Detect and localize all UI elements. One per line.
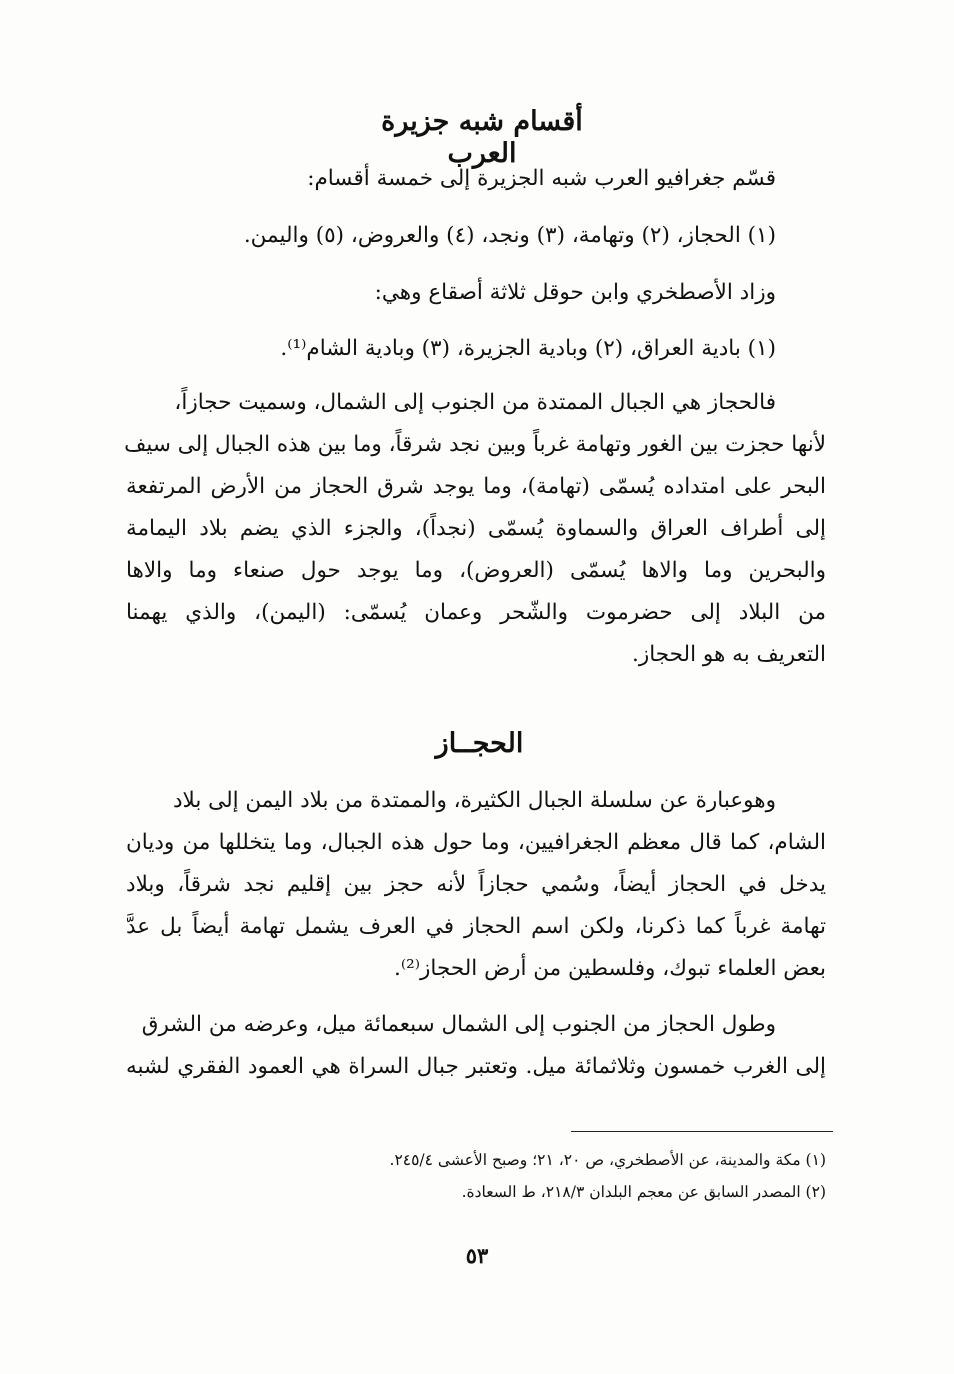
paragraph-line: بعض العلماء تبوك، وفلسطين من أرض الحجاز⁽²⁾. [394,956,826,981]
paragraph-line: التعريف به هو الحجاز. [632,642,826,667]
paragraph-line: تهامة غرباً كما ذكرنا، ولكن اسم الحجاز في العرف يشمل تهامة أيضاً بل عدَّ [126,914,826,939]
intro-line: وزاد الأصطخري وابن حوقل ثلاثة أصقاع وهي: [374,280,776,305]
paragraph-line: والبحرين وما والاها يُسمّى (العروض)، وما يوجد حول صنعاء وما والاها [126,558,826,583]
page-number: ٥٣ [465,1243,489,1268]
intro-line: (١) بادية العراق، (٢) وبادية الجزيرة، (٣) وبادية الشام⁽¹⁾. [280,336,776,361]
intro-line: قسّم جغرافيو العرب شبه الجزيرة إلى خمسة أقسام: [307,166,776,191]
paragraph-line: فالحجاز هي الجبال الممتدة من الجنوب إلى الشمال، وسميت حجازاً، [174,390,776,415]
paragraph-line: وطول الحجاز من الجنوب إلى الشمال سبعمائة ميل، وعرضه من الشرق [141,1012,776,1037]
footnote: (٢) المصدر السابق عن معجم البلدان ٢١٨/٣، ط السعادة. [461,1183,826,1201]
paragraph-line: يدخل في الحجاز أيضاً، وسُمي حجازاً لأنه حجز بين إقليم نجد شرقاً، وبلاد [126,872,826,897]
paragraph-line: البحر على امتداده يُسمّى (تهامة)، وما يوجد شرق الحجاز من الأرض المرتفعة [126,474,826,499]
subsection-heading: الحجــاز [435,728,524,759]
paragraph-line: من البلاد إلى حضرموت والشّحر وعمان يُسمّى: (اليمن)، والذي يهمنا [126,600,826,625]
footnote-separator [571,1131,833,1132]
paragraph-line: إلى أطراف العراق والسماوة يُسمّى (نجداً)، والجزء الذي يضم بلاد اليمامة [126,516,826,541]
paragraph-line: إلى الغرب خمسون وثلاثمائة ميل. وتعتبر جبال السراة هي العمود الفقري لشبه [126,1054,826,1079]
footnote: (١) مكة والمدينة، عن الأصطخري، ص ٢٠، ٢١؛ وصبح الأعشى ٢٤٥/٤. [389,1151,826,1169]
paragraph-line: لأنها حجزت بين الغور وتهامة غرباً وبين نجد شرقاً، وما بين هذه الجبال إلى سيف [124,432,826,457]
paragraph-line: الشام، كما قال معظم الجغرافيين، وما حول هذه الجبال، وما يتخللها من وديان [126,830,826,855]
paragraph-line: وهوعبارة عن سلسلة الجبال الكثيرة، والممتدة من بلاد اليمن إلى بلاد [172,788,776,813]
intro-line: (١) الحجاز، (٢) وتهامة، (٣) ونجد، (٤) والعروض، (٥) واليمن. [243,223,776,248]
section-heading: أقسام شبه جزيرة العرب [381,106,583,169]
